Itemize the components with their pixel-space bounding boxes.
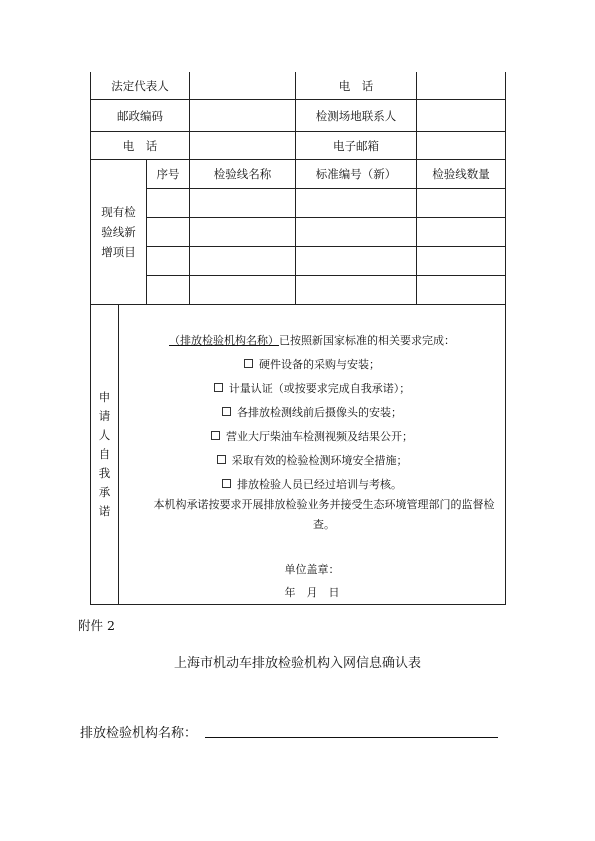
legal-rep-field[interactable] bbox=[190, 72, 296, 100]
commitment-item: 排放检验人员已经过培训与考核。 bbox=[119, 476, 505, 492]
checkbox-icon[interactable] bbox=[217, 455, 226, 464]
checkbox-icon[interactable] bbox=[244, 359, 253, 368]
table-row bbox=[91, 132, 506, 160]
org-name-placeholder: （排放检验机构名称） bbox=[169, 334, 279, 347]
commitment-promise: 本机构承诺按要求开展排放检验业务并接受生态环境管理部门的监督检查。 bbox=[153, 498, 495, 531]
legal-rep-label: 法定代表人 bbox=[91, 72, 190, 100]
col-line-name: 检验线名称 bbox=[190, 160, 296, 189]
col-seq: 序号 bbox=[147, 160, 190, 189]
org-name-input-line[interactable] bbox=[205, 737, 498, 738]
col-standard-no: 标准编号（新） bbox=[296, 160, 417, 189]
page-title: 上海市机动车排放检验机构入网信息确认表 bbox=[173, 656, 421, 671]
cell-line-count[interactable] bbox=[417, 189, 506, 218]
table-row bbox=[91, 189, 506, 218]
cell-standard-no[interactable] bbox=[296, 218, 417, 247]
cell-line-count[interactable] bbox=[417, 276, 506, 305]
cell-line-name[interactable] bbox=[190, 276, 296, 305]
table-header-row bbox=[91, 160, 506, 189]
cell-standard-no[interactable] bbox=[296, 247, 417, 276]
col-line-count: 检验线数量 bbox=[417, 160, 506, 189]
phone-label: 电 话 bbox=[296, 72, 417, 100]
postcode-label: 邮政编码 bbox=[91, 100, 190, 132]
commitment-item: 采取有效的检验检测环境安全措施； bbox=[119, 452, 505, 468]
date-label: 年 月 日 bbox=[284, 586, 340, 599]
site-contact-field[interactable] bbox=[417, 100, 506, 132]
phone-field-2[interactable] bbox=[190, 132, 296, 160]
commitment-row bbox=[91, 305, 506, 605]
seal-label: 单位盖章： bbox=[284, 563, 340, 576]
cell-line-name[interactable] bbox=[190, 189, 296, 218]
cell-line-count[interactable] bbox=[417, 218, 506, 247]
cell-seq[interactable] bbox=[147, 189, 190, 218]
cell-seq[interactable] bbox=[147, 276, 190, 305]
cell-seq[interactable] bbox=[147, 218, 190, 247]
email-label: 电子邮箱 bbox=[296, 132, 417, 160]
cell-standard-no[interactable] bbox=[296, 276, 417, 305]
cell-seq[interactable] bbox=[147, 247, 190, 276]
checkbox-icon[interactable] bbox=[222, 479, 231, 488]
email-field[interactable] bbox=[417, 132, 506, 160]
postcode-field[interactable] bbox=[190, 100, 296, 132]
application-form-table bbox=[90, 72, 506, 605]
commitment-label: 申 请 人 自 我 承 诺 bbox=[91, 305, 119, 605]
new-items-label: 现有检 验线新 增项目 bbox=[91, 160, 147, 305]
table-row bbox=[91, 247, 506, 276]
cell-standard-no[interactable] bbox=[296, 189, 417, 218]
org-name-label: 排放检验机构名称： bbox=[80, 726, 198, 741]
checkbox-icon[interactable] bbox=[222, 407, 231, 416]
annex-label: 附件 2 bbox=[78, 618, 115, 633]
cell-line-count[interactable] bbox=[417, 247, 506, 276]
checkbox-icon[interactable] bbox=[214, 383, 223, 392]
table-row bbox=[91, 72, 506, 100]
cell-line-name[interactable] bbox=[190, 218, 296, 247]
commitment-intro: （排放检验机构名称）已按照新国家标准的相关要求完成： bbox=[169, 334, 455, 347]
cell-line-name[interactable] bbox=[190, 247, 296, 276]
site-contact-label: 检测场地联系人 bbox=[296, 100, 417, 132]
table-row bbox=[91, 100, 506, 132]
commitment-item: 营业大厅柴油车检测视频及结果公开； bbox=[119, 428, 505, 444]
table-row bbox=[91, 276, 506, 305]
phone-field[interactable] bbox=[417, 72, 506, 100]
checkbox-icon[interactable] bbox=[211, 431, 220, 440]
phone-label-2: 电 话 bbox=[91, 132, 190, 160]
commitment-item: 硬件设备的采购与安装； bbox=[119, 356, 505, 372]
commitment-item: 计量认证（或按要求完成自我承诺）； bbox=[119, 380, 505, 396]
commitment-content bbox=[119, 305, 506, 605]
commitment-item: 各排放检测线前后摄像头的安装； bbox=[119, 404, 505, 420]
table-row bbox=[91, 218, 506, 247]
